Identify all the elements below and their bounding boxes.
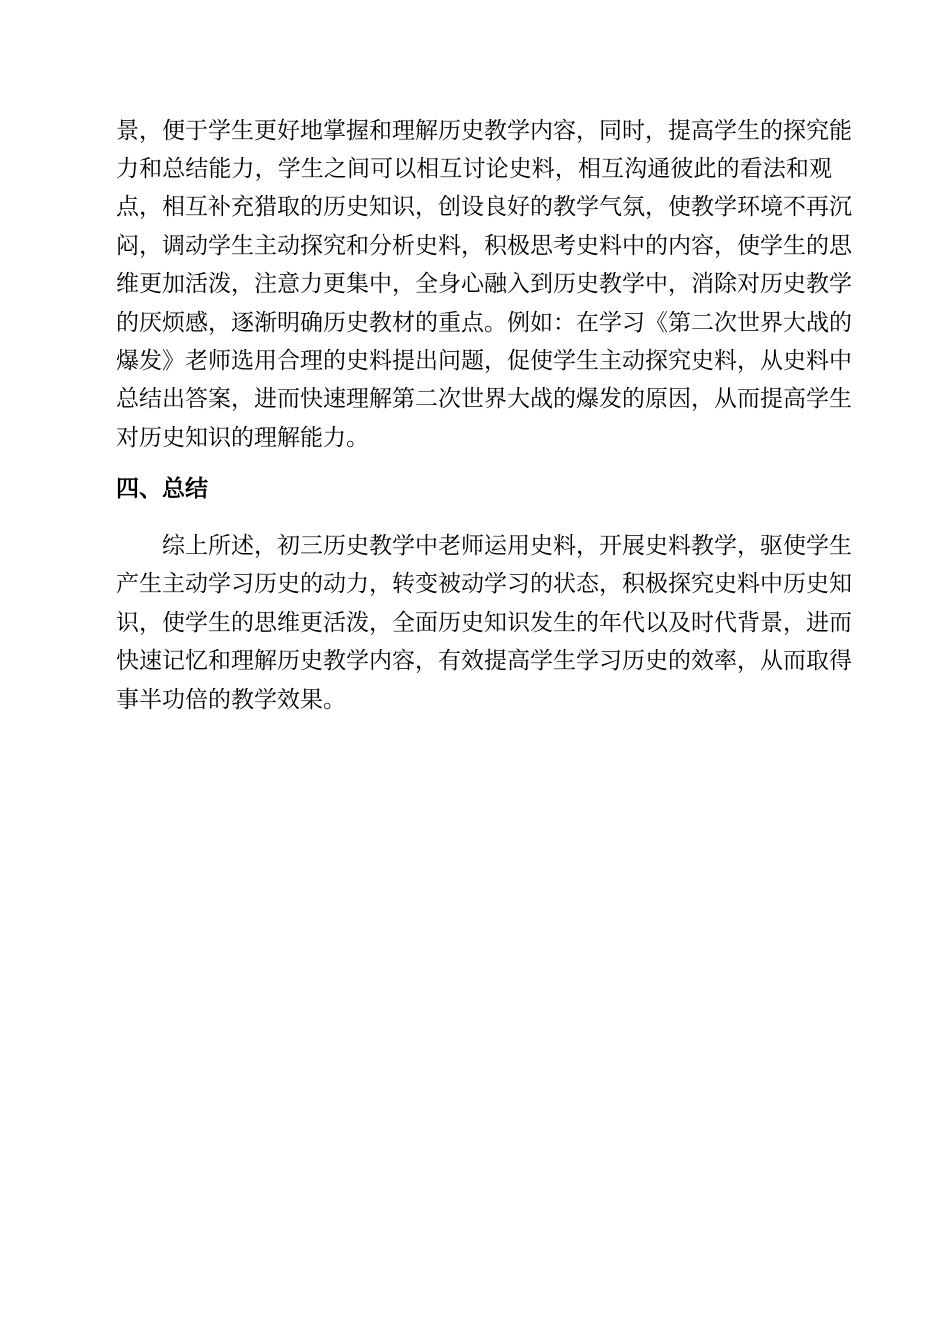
paragraph-line: 力和总结能力，学生之间可以相互讨论史料，相互沟通彼此的看法和观 (116, 156, 832, 182)
paragraph-line: 产生主动学习历史的动力，转变被动学习的状态，积极探究史料中历史知 (116, 571, 852, 597)
paragraph-line: 总结出答案，进而快速理解第二次世界大战的爆发的原因，从而提高学生 (116, 386, 852, 412)
section-heading: 四、总结 (116, 476, 208, 502)
paragraph-line: 对历史知识的理解能力。 (116, 425, 369, 451)
paragraph-line: 维更加活泼，注意力更集中，全身心融入到历史教学中，消除对历史教学 (116, 271, 852, 297)
paragraph-line: 点，相互补充猎取的历史知识，创设良好的教学气氛，使教学环境不再沉 (116, 194, 852, 220)
paragraph-line: 快速记忆和理解历史教学内容，有效提高学生学习历史的效率，从而取得 (116, 648, 852, 674)
paragraph-line: 综上所述，初三历史教学中老师运用史料，开展史料教学，驱使学生 (162, 533, 852, 559)
paragraph-line: 识，使学生的思维更活泼，全面历史知识发生的年代以及时代背景，进而 (116, 610, 852, 636)
paragraph-line: 闷，调动学生主动探究和分析史料，积极思考史料中的内容，使学生的思 (116, 233, 852, 259)
paragraph-line: 事半功倍的教学效果。 (116, 687, 346, 713)
paragraph-line: 的厌烦感，逐渐明确历史教材的重点。例如：在学习《第二次世界大战的 (116, 310, 852, 336)
paragraph-line: 景，便于学生更好地掌握和理解历史教学内容，同时，提高学生的探究能 (116, 118, 852, 144)
paragraph-line: 爆发》老师选用合理的史料提出问题，促使学生主动探究史料，从史料中 (116, 348, 852, 374)
